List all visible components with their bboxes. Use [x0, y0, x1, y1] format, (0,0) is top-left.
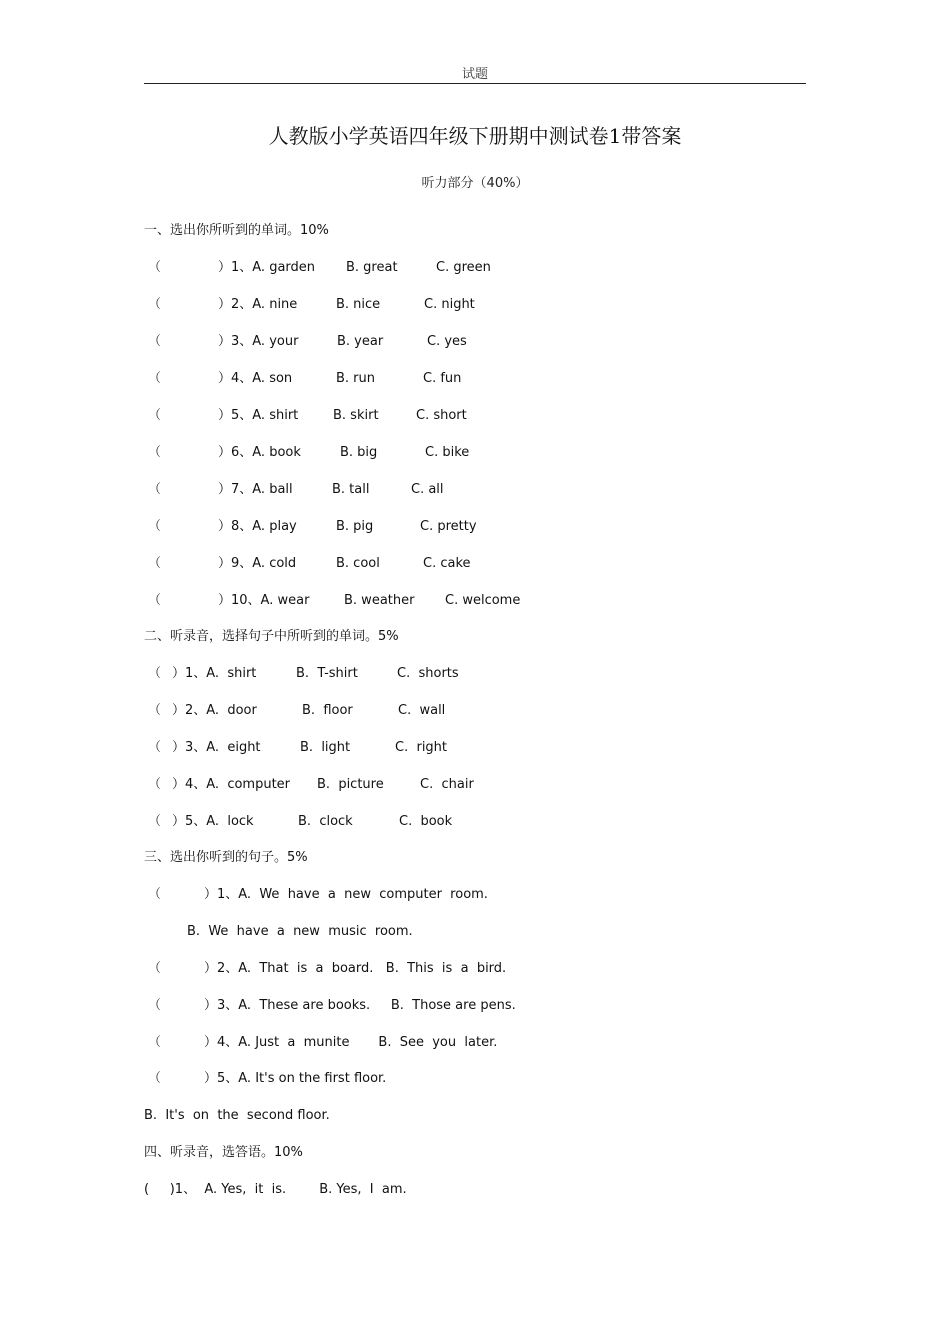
option-a: ）5、A. lock [172, 814, 254, 829]
page-title: 人教版小学英语四年级下册期中测试卷1带答案 [268, 124, 682, 148]
answer-paren[interactable]: （ [148, 740, 162, 755]
option-c: C. green [436, 260, 491, 275]
option-a: ）7、A. ball [218, 482, 293, 497]
option-a: ）1、A. garden [218, 260, 316, 275]
option-b: B. run [336, 371, 376, 386]
option-c: C. yes [427, 334, 467, 349]
section4-question-1: ( )1、 A. Yes, it is. B. Yes, I am. [144, 1182, 407, 1197]
option-b: B. great [346, 260, 398, 275]
option-c: C. pretty [420, 519, 477, 534]
option-b: B. T-shirt [296, 666, 358, 681]
option-b: B. picture [317, 777, 384, 792]
option-a: ）10、A. wear [218, 593, 310, 608]
page-subtitle: 听力部分（40%） [421, 176, 529, 191]
question-2: ）2、A. That is a board. B. This is a bird. [204, 961, 507, 976]
question-5-option-b: B. It's on the second floor. [144, 1108, 330, 1123]
section1-heading: 一、选出你所听到的单词。10% [144, 223, 329, 238]
section2-heading: 二、听录音，选择句子中所听到的单词。5% [144, 629, 399, 644]
option-b: B. cool [336, 556, 380, 571]
option-a: ）2、A. door [172, 703, 257, 718]
question-5-option-a: ）5、A. It's on the first floor. [204, 1071, 387, 1086]
section3-heading: 三、选出你听到的句子。5% [144, 850, 308, 865]
answer-paren[interactable]: （ [148, 371, 162, 386]
option-b: B. year [337, 334, 384, 349]
answer-paren[interactable]: （ [148, 519, 162, 534]
option-c: C. chair [420, 777, 474, 792]
answer-paren[interactable]: （ [148, 814, 162, 829]
option-c: C. fun [423, 371, 462, 386]
option-a: ）5、A. shirt [218, 408, 299, 423]
answer-paren[interactable]: （ [148, 334, 162, 349]
option-a: ）9、A. cold [218, 556, 297, 571]
question-1-option-b: B. We have a new music room. [187, 924, 413, 939]
answer-paren[interactable]: （ [148, 666, 162, 681]
answer-paren[interactable]: （ [148, 556, 162, 571]
question-4: ）4、A. Just a munite B. See you later. [204, 1035, 498, 1050]
option-b: B. light [300, 740, 351, 755]
option-a: ）1、A. shirt [172, 666, 257, 681]
answer-paren[interactable]: （ [148, 961, 162, 976]
option-a: ）4、A. computer [172, 777, 291, 792]
answer-paren[interactable]: （ [148, 260, 162, 275]
option-c: C. night [424, 297, 475, 312]
option-b: B. pig [336, 519, 374, 534]
option-a: ）3、A. your [218, 334, 299, 349]
answer-paren[interactable]: （ [148, 593, 162, 608]
option-c: C. book [399, 814, 453, 829]
answer-paren[interactable]: （ [148, 998, 162, 1013]
option-a: ）2、A. nine [218, 297, 298, 312]
question-3: ）3、A. These are books. B. Those are pens. [204, 998, 516, 1013]
option-c: C. short [416, 408, 467, 423]
answer-paren[interactable]: （ [148, 887, 162, 902]
option-b: B. big [340, 445, 378, 460]
option-b: B. clock [298, 814, 353, 829]
page-header: 试题 [461, 67, 488, 82]
option-b: B. nice [336, 297, 381, 312]
answer-paren[interactable]: （ [148, 1071, 162, 1086]
option-c: C. cake [423, 556, 471, 571]
option-c: C. right [395, 740, 448, 755]
option-a: ）6、A. book [218, 445, 301, 460]
answer-paren[interactable]: （ [148, 297, 162, 312]
section4-heading: 四、听录音，选答语。10% [144, 1145, 303, 1160]
question-1-option-a: ）1、A. We have a new computer room. [204, 887, 488, 902]
answer-paren[interactable]: （ [148, 408, 162, 423]
option-c: C. shorts [397, 666, 459, 681]
option-b: B. tall [332, 482, 370, 497]
option-a: ）8、A. play [218, 519, 297, 534]
header-rule [144, 83, 806, 84]
option-c: C. wall [398, 703, 446, 718]
answer-paren[interactable]: （ [148, 482, 162, 497]
option-a: ）4、A. son [218, 371, 293, 386]
answer-paren[interactable]: （ [148, 777, 162, 792]
option-c: C. all [411, 482, 444, 497]
option-b: B. floor [302, 703, 353, 718]
answer-paren[interactable]: （ [148, 445, 162, 460]
option-c: C. welcome [445, 593, 521, 608]
option-b: B. skirt [333, 408, 379, 423]
answer-paren[interactable]: （ [148, 1035, 162, 1050]
option-a: ）3、A. eight [172, 740, 261, 755]
option-b: B. weather [344, 593, 415, 608]
answer-paren[interactable]: （ [148, 703, 162, 718]
option-c: C. bike [425, 445, 470, 460]
